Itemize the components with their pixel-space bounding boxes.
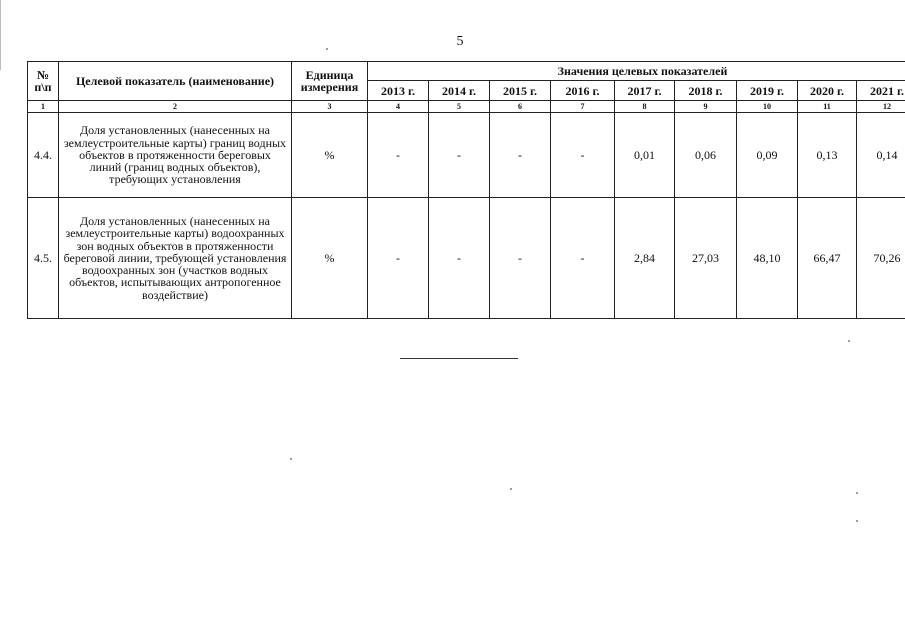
column-number: 10 (737, 101, 798, 113)
value-cell: 48,10 (737, 198, 798, 319)
column-number: 2 (59, 101, 292, 113)
end-rule (400, 358, 518, 359)
value-cell: 70,26 (857, 198, 905, 319)
value-cell: 2,84 (615, 198, 675, 319)
unit-cell: % (292, 113, 368, 198)
scan-speck (856, 492, 858, 494)
target-indicators-table (27, 61, 905, 319)
column-number: 9 (675, 101, 737, 113)
indicator-name: Доля установленных (нанесенных на землеустроительные карты) водоохранных зон водных объектов в протяженности береговой линии, требующей установления водоохранных зон (участков водных объектов, испытывающих антропогенное воздействие) (59, 198, 292, 319)
value-cell: - (368, 198, 429, 319)
value-cell: - (551, 198, 615, 319)
scan-speck (848, 340, 850, 342)
header-year: 2014 г. (429, 81, 490, 101)
value-cell: - (551, 113, 615, 198)
header-year: 2017 г. (615, 81, 675, 101)
value-cell: - (368, 113, 429, 198)
header-year: 2018 г. (675, 81, 737, 101)
value-cell: - (490, 113, 551, 198)
column-number: 12 (857, 101, 905, 113)
scan-speck (510, 488, 512, 490)
header-year: 2020 г. (798, 81, 857, 101)
header-year: 2015 г. (490, 81, 551, 101)
column-number: 11 (798, 101, 857, 113)
value-cell: 0,09 (737, 113, 798, 198)
unit-cell: % (292, 198, 368, 319)
value-cell: 0,14 (857, 113, 905, 198)
table-row (28, 113, 905, 198)
column-number: 6 (490, 101, 551, 113)
column-number: 8 (615, 101, 675, 113)
scan-speck (326, 48, 328, 50)
column-number: 3 (292, 101, 368, 113)
column-number: 4 (368, 101, 429, 113)
header-year: 2021 г. (857, 81, 905, 101)
row-number: 4.5. (28, 198, 59, 319)
header-values-group: Значения целевых показателей (368, 62, 905, 81)
header-year: 2016 г. (551, 81, 615, 101)
value-cell: - (429, 198, 490, 319)
value-cell: - (490, 198, 551, 319)
row-number: 4.4. (28, 113, 59, 198)
page-number: 5 (456, 34, 464, 49)
value-cell: 0,13 (798, 113, 857, 198)
column-number: 1 (28, 101, 59, 113)
header-num: № п\п (28, 62, 59, 101)
header-indicator-name: Целевой показатель (наименование) (59, 62, 292, 101)
value-cell: 27,03 (675, 198, 737, 319)
column-number-row (28, 101, 905, 113)
value-cell: 66,47 (798, 198, 857, 319)
header-year: 2013 г. (368, 81, 429, 101)
column-number: 5 (429, 101, 490, 113)
value-cell: - (429, 113, 490, 198)
value-cell: 0,01 (615, 113, 675, 198)
header-year: 2019 г. (737, 81, 798, 101)
indicator-name: Доля установленных (нанесенных на землеустроительные карты) границ водных объектов в протяженности береговых линий (границ водных объектов), требующих установления (59, 113, 292, 198)
header-row (28, 62, 905, 81)
table-row (28, 198, 905, 319)
column-number: 7 (551, 101, 615, 113)
scan-speck (290, 458, 292, 460)
scan-speck (856, 520, 858, 522)
value-cell: 0,06 (675, 113, 737, 198)
header-unit: Единица измерения (292, 62, 368, 101)
